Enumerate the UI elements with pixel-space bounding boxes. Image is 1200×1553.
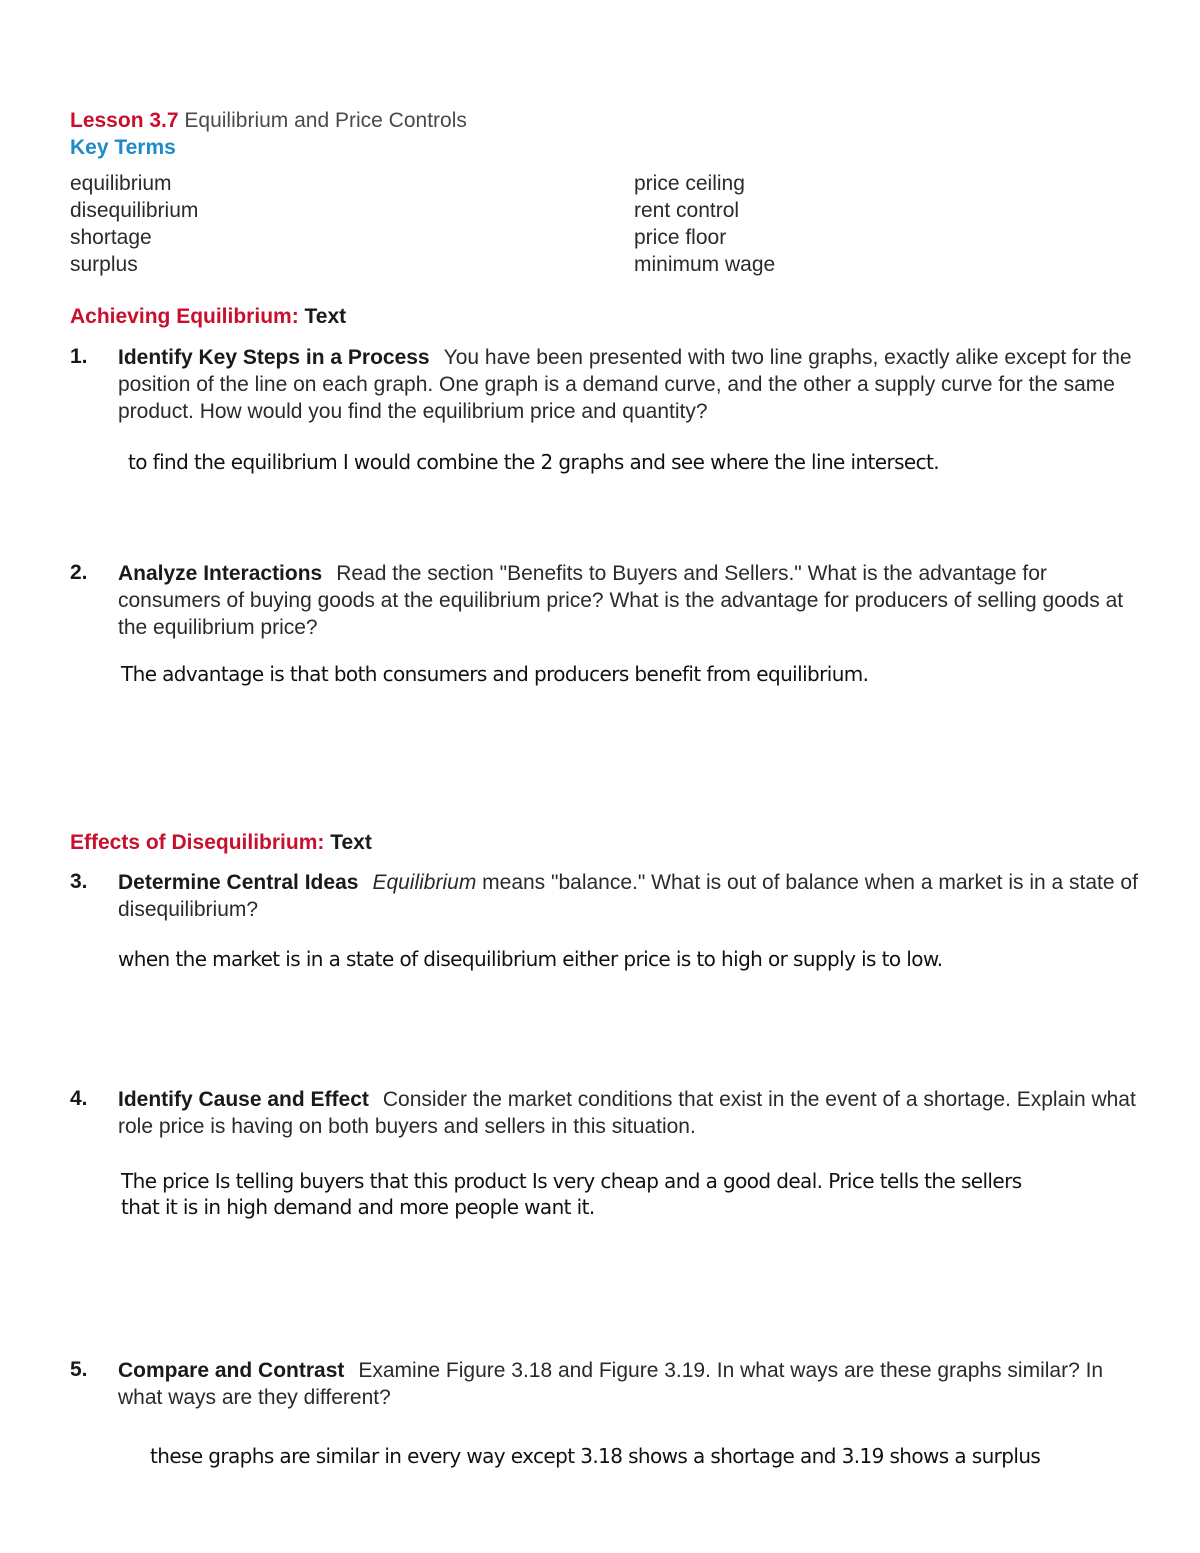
answer-4-line-1: The price Is telling buyers that this product Is very cheap and a good deal. Price tells the sellers — [121, 1169, 1022, 1193]
key-term: surplus — [70, 253, 138, 276]
answer-1: to find the equilibrium I would combine the 2 graphs and see where the line intersect. — [128, 450, 940, 474]
question-4-prompt: Identify Cause and Effect Consider the market conditions that exist in the event of a shortage. Explain what role price is having on both buyers and sellers in this situation. — [118, 1088, 1136, 1138]
key-term: price ceiling — [634, 172, 745, 195]
key-term: price floor — [634, 226, 727, 249]
question-5-prompt: Compare and Contrast Examine Figure 3.18 and Figure 3.19. In what ways are these graphs similar? In what ways are they different? — [118, 1359, 1104, 1409]
question-number: 1. — [70, 345, 88, 368]
answer-3: when the market is in a state of disequilibrium either price is to high or supply is to low. — [118, 947, 943, 971]
question-3-prompt: Determine Central Ideas Equilibrium means "balance." What is out of balance when a market is in a state of disequilibrium? — [118, 871, 1138, 921]
key-term: disequilibrium — [70, 199, 199, 222]
question-1-prompt: Identify Key Steps in a Process You have been presented with two line graphs, exactly alike except for the position of the line on each graph. One graph is a demand curve, and the other a supply curve for the same product. How would you find the equilibrium price and quantity? — [118, 346, 1132, 423]
section-heading-effects-of-disequilibrium: Effects of Disequilibrium: Text — [70, 831, 372, 854]
question-skill: Identify Key Steps in a Process — [118, 346, 430, 369]
key-term: rent control — [634, 199, 740, 222]
key-term: equilibrium — [70, 172, 172, 195]
question-skill: Determine Central Ideas — [118, 871, 359, 894]
key-terms-right — [634, 170, 775, 278]
question-skill: Compare and Contrast — [118, 1359, 345, 1382]
answer-5: these graphs are similar in every way except 3.18 shows a shortage and 3.19 shows a surplus — [150, 1444, 1041, 1468]
question-skill: Analyze Interactions — [118, 562, 323, 585]
key-term: minimum wage — [634, 253, 776, 276]
answer-2: The advantage is that both consumers and producers benefit from equilibrium. — [121, 662, 869, 686]
key-terms-left — [70, 170, 198, 278]
lesson-name: Equilibrium and Price Controls — [184, 109, 467, 132]
question-skill: Identify Cause and Effect — [118, 1088, 369, 1111]
section-heading-achieving-equilibrium: Achieving Equilibrium: Text — [70, 305, 347, 328]
question-number: 4. — [70, 1087, 88, 1110]
question-number: 5. — [70, 1358, 88, 1381]
question-number: 3. — [70, 870, 88, 893]
question-number: 2. — [70, 561, 88, 584]
key-terms-heading: Key Terms — [70, 136, 176, 159]
question-2-prompt: Analyze Interactions Read the section "Benefits to Buyers and Sellers." What is the advantage for consumers of buying goods at the equilibrium price? What is the advantage for producers of selling goods at the equilibrium price? — [118, 562, 1124, 639]
lesson-number: Lesson 3.7 — [70, 109, 179, 132]
answer-4-line-2: that it is in high demand and more people want it. — [121, 1195, 595, 1219]
lesson-title — [70, 109, 467, 133]
key-term: shortage — [70, 226, 152, 249]
